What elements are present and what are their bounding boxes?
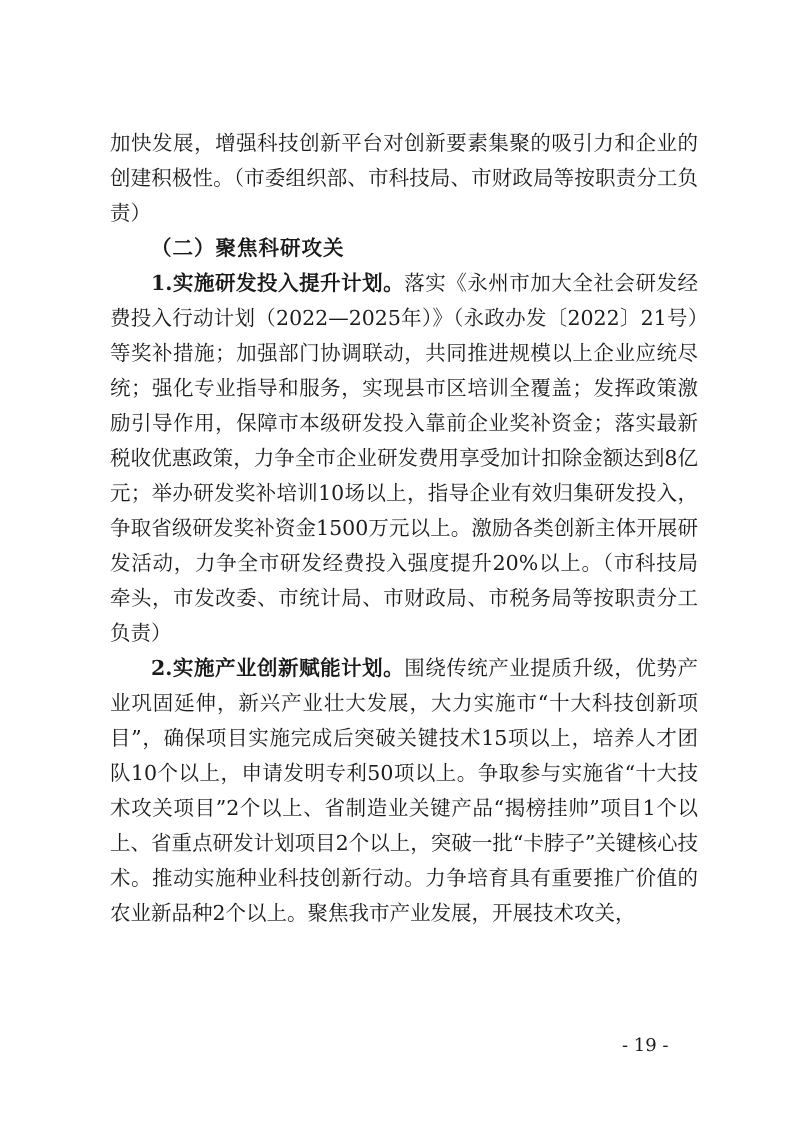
page-number: - 19 - [622,1035,669,1056]
section-heading: （二）聚焦科研攻关 [151,236,345,260]
paragraph-item-1 [110,266,698,651]
paragraph-continued: 加快发展，增强科技创新平台对创新要素集聚的吸引力和企业的创建积极性。（市委组织部、市科技局、市财政局等按职责分工负责） [110,131,698,225]
item-1-body: 落实《永州市加大全社会研发经费投入行动计划（2022—2025年）》（永政办发〔2022〕21号）等奖补措施；加强部门协调联动，共同推进规模以上企业应统尽统；强化专业指导和服务，实现县市区培训全覆盖；发挥政策激励引导作用，保障市本级研发投入靠前企业奖补资金；落实最新税收优惠政策，力争全市企业研发费用享受加计扣除金额达到8亿元；举办研发奖补培训10场以上，指导企业有效归集研发投入，争取省级研发奖补资金1500万元以上。激励各类创新主体开展研发活动，力争全市研发经费投入强度提升20%以上。（市科技局牵头，市发改委、市统计局、市财政局、市税务局等按职责分工负责） [110,271,698,645]
item-2-title: 2.实施产业创新赋能计划。 [151,656,405,680]
item-2-body: 围绕传统产业提质升级，优势产业巩固延伸，新兴产业壮大发展，大力实施市“十大科技创新项目”，确保项目实施完成后突破关键技术15项以上，培养人才团队10个以上，申请发明专利50项以上。争取参与实施省“十大技术攻关项目”2个以上、省制造业关键产品“揭榜挂帅”项目1个以上、省重点研发计划项目2个以上，突破一批“卡脖子”关键核心技术。推动实施种业科技创新行动。力争培育具有重要推广价值的农业新品种2个以上。聚焦我市产业发展，开展技术攻关， [110,656,698,925]
paragraph-item-2 [110,651,698,931]
document-page [110,126,698,931]
item-1-title: 1.实施研发投入提升计划。 [151,271,405,295]
